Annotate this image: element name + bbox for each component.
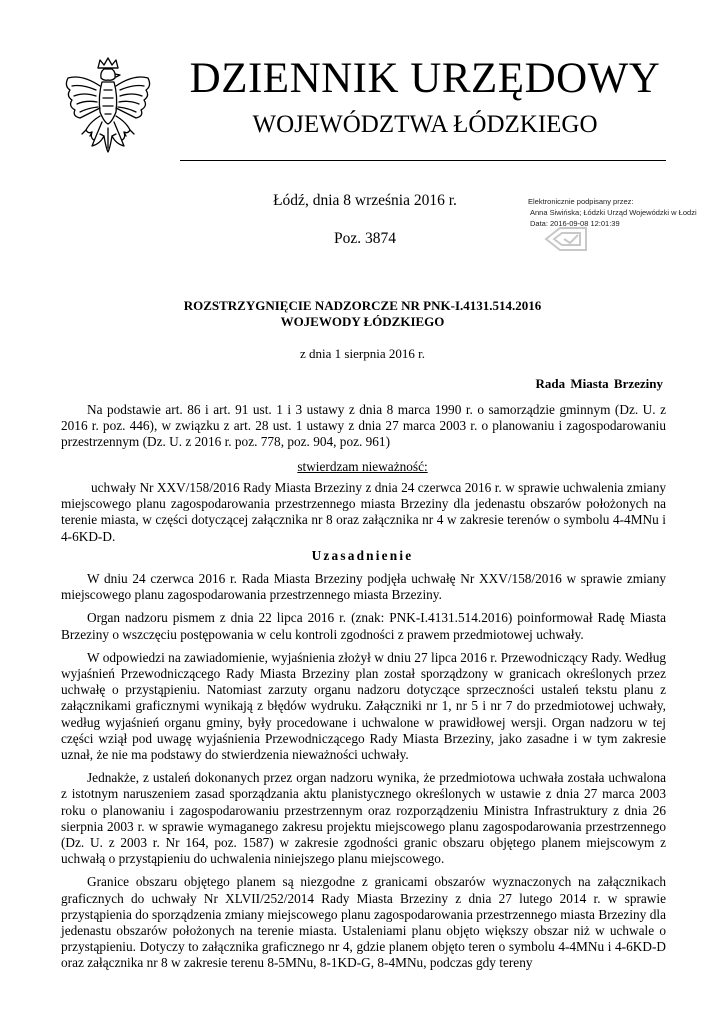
act-title-line-2: WOJEWODY ŁÓDZKIEGO	[280, 314, 445, 329]
legal-basis	[61, 402, 666, 451]
masthead-subtitle: WOJEWÓDZTWA ŁÓDZKIEGO	[252, 111, 598, 138]
publication-position: Poz. 3874	[334, 230, 396, 247]
resolution-paragraph: uchwały Nr XXV/158/2016 Rady Miasta Brzeziny z dnia 24 czerwca 2016 r. w sprawie uchwalenia zmiany miejscowego planu zagospodarowania przestrzennego miasta Brzeziny dla jedenastu obszarów położonych na terenie miasta, w części dotyczącej załącznika nr 8 oraz załącznika nr 4 w zakresie terenów o symbolu 4-4MNu i 4-6KD-D.	[61, 480, 666, 544]
addressee: Rada Miasta Brzeziny	[535, 376, 663, 391]
signature-check-icon	[540, 224, 592, 254]
legal-basis-paragraph: Na podstawie art. 86 i art. 91 ust. 1 i 3 ustawy z dnia 8 marca 1990 r. o samorządzie gminnym (Dz. U. z 2016 r. poz. 446), w związku z art. 28 ust. 1 ustawy z dnia 27 marca 2003 r. o planowaniu i zagospodarowaniu przestrzennym (Dz. U. z 2016 r. poz. 778, poz. 904, poz. 961)	[61, 402, 666, 450]
masthead-divider	[180, 160, 666, 161]
signature-date: Data: 2016-09-08 12:01:39	[530, 219, 620, 228]
justification-paragraph: Jednakże, z ustaleń dokonanych przez organ nadzoru wynika, że przedmiotowa uchwała została uchwalona z istotnym naruszeniem zasad sporządzania aktu planistycznego określonych w ustawie z dnia 27 marca 2003 roku o planowaniu i zagospodarowaniu przestrzennym oraz rozporządzeniu Ministra Infrastruktury z dnia 26 sierpnia 2003 r. w sprawie wymaganego zakresu projektu miejscowego planu zagospodarowania przestrzennego (Dz. U. z 2003 r. Nr 164, poz. 1587) w zakresie zgodności granic obszaru objętego planem miejscowym z uchwałą o przystąpieniu do uchwalenia niniejszego planu miejscowego.	[61, 770, 666, 867]
act-title-line-1: ROZSTRZYGNIĘCIE NADZORCZE NR PNK-I.4131.514.2016	[183, 298, 542, 313]
polish-eagle-emblem-icon	[60, 56, 156, 168]
publication-date: Łódź, dnia 8 września 2016 r.	[273, 192, 457, 209]
resolution	[61, 480, 666, 545]
declaration: stwierdzam nieważność:	[297, 459, 428, 474]
justification-paragraph: W odpowiedzi na zawiadomienie, wyjaśnienia złożył w dniu 27 lipca 2016 r. Przewodniczący Rady. Według wyjaśnień Przewodniczącego Rady Miasta Brzeziny plan został sporządzony w granicach określonych przez uchwałę o przystąpieniu. Natomiast zarzuty organu nadzoru dotyczące sprzeczności ustaleń tekstu planu z załącznikami graficznymi wynikają z błędów wydruku. Załączniki nr 1, nr 5 i nr 7 do przedmiotowej uchwały, według wyjaśnień organu gminy, były procedowane i uchwalone w prawidłowej wersji. Organ nadzoru w tej części wziął pod uwagę wyjaśnienia Przewodniczącego Rady Miasta Brzeziny, jako zasadne i w tym zakresie uznał, że nie ma podstawy do stwierdzenia nieważności uchwały.	[61, 649, 666, 763]
justification-heading: Uzasadnienie	[311, 548, 414, 563]
act-title	[0, 298, 725, 330]
justification-paragraph: Granice obszaru objętego planem są niezgodne z granicami obszarów wyznaczonych na załącznikach graficznych do uchwały Nr XLVII/252/2014 Rady Miasta Brzeziny z dnia 27 lutego 2014 r. w sprawie przystąpienia do sporządzenia zmiany miejscowego planu zagospodarowania przestrzennego miasta Brzeziny dla jedenastu obszarów położonych na terenie miasta. Ustaleniami planu objęto większy obszar niż w uchwale o przystąpieniu. Dotyczy to załącznika graficznego nr 4, gdzie planem objęto teren o symbolu 4-4MNu i 4-6KD-D oraz załącznika nr 8 w zakresie terenu 8-5MNu, 8-1KD-G, 8-4MNu, podczas gdy tereny	[61, 874, 666, 971]
signature-label: Elektronicznie podpisany przez:	[528, 197, 634, 206]
justification-paragraph: Organ nadzoru pismem z dnia 22 lipca 2016 r. (znak: PNK-I.4131.514.2016) poinformował Radę Miasta Brzeziny o wszczęciu postępowania w celu kontroli zgodności z prawem przedmiotowej uchwały.	[61, 610, 666, 642]
justification-body	[61, 571, 666, 979]
justification-paragraph: W dniu 24 czerwca 2016 r. Rada Miasta Brzeziny podjęła uchwałę Nr XXV/158/2016 w sprawie zmiany miejscowego planu zagospodarowania przestrzennego miasta Brzeziny.	[61, 571, 666, 603]
masthead-title: DZIENNIK URZĘDOWY	[189, 55, 661, 102]
signature-signer: Anna Siwińska; Łódzki Urząd Wojewódzki w Łodzi	[530, 208, 697, 217]
act-date: z dnia 1 sierpnia 2016 r.	[300, 346, 425, 361]
